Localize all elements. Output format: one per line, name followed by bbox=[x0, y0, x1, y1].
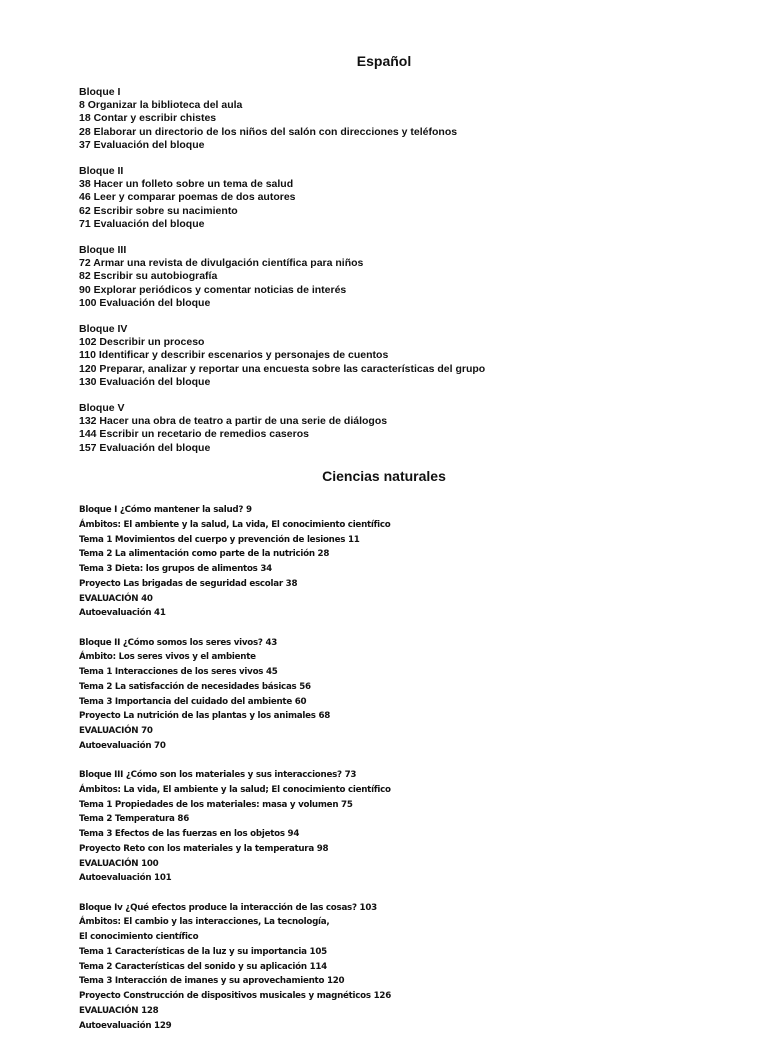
ciencias-entry: Tema 1 Movimientos del cuerpo y prevención de lesiones 11 bbox=[79, 534, 360, 545]
espanol-entry: 72 Armar una revista de divulgación científica para niños bbox=[79, 257, 364, 270]
ciencias-block-heading: Bloque I ¿Cómo mantener la salud? 9 bbox=[79, 505, 252, 515]
espanol-block-5 bbox=[79, 402, 485, 455]
ciencias-block-heading: Bloque III ¿Cómo son los materiales y sus interacciones? 73 bbox=[79, 770, 357, 780]
ciencias-entry: Ámbito: Los seres vivos y el ambiente bbox=[79, 652, 256, 663]
espanol-block-heading: Bloque II bbox=[79, 165, 124, 178]
ciencias-entry: Autoevaluación 70 bbox=[79, 740, 166, 751]
espanol-block-1 bbox=[79, 86, 485, 152]
espanol-contents bbox=[79, 86, 485, 468]
section-title-espanol: Español bbox=[356, 53, 412, 69]
ciencias-contents bbox=[79, 503, 391, 1048]
espanol-entry: 132 Hacer una obra de teatro a partir de una serie de diálogos bbox=[79, 415, 388, 428]
ciencias-entry: Autoevaluación 41 bbox=[79, 608, 166, 619]
ciencias-entry: Ámbitos: El ambiente y la salud, La vida, El conocimiento científico bbox=[79, 519, 391, 530]
ciencias-entry: Tema 1 Interacciones de los seres vivos 45 bbox=[79, 667, 278, 677]
espanol-entry: 71 Evaluación del bloque bbox=[79, 217, 205, 230]
espanol-entry: 130 Evaluación del bloque bbox=[79, 375, 211, 388]
ciencias-entry: Tema 3 Interacción de imanes y su aprovechamiento 120 bbox=[79, 976, 345, 987]
ciencias-entry: Tema 1 Características de la luz y su importancia 105 bbox=[79, 946, 327, 957]
ciencias-block-3 bbox=[79, 768, 391, 886]
espanol-entry: 38 Hacer un folleto sobre un tema de salud bbox=[79, 178, 294, 191]
ciencias-block-2 bbox=[79, 636, 391, 754]
ciencias-entry: Tema 1 Propiedades de los materiales: masa y volumen 75 bbox=[79, 799, 353, 810]
espanol-entry: 37 Evaluación del bloque bbox=[79, 138, 205, 151]
ciencias-block-1 bbox=[79, 503, 391, 621]
espanol-entry: 90 Explorar periódicos y comentar noticias de interés bbox=[79, 283, 347, 296]
espanol-block-3 bbox=[79, 244, 485, 310]
espanol-block-heading: Bloque I bbox=[79, 86, 121, 98]
ciencias-entry: Proyecto Las brigadas de seguridad escolar 38 bbox=[79, 578, 298, 589]
espanol-entry: 110 Identificar y describir escenarios y personajes de cuentos bbox=[79, 349, 389, 362]
ciencias-entry: El conocimiento científico bbox=[79, 932, 199, 942]
ciencias-entry: Proyecto Reto con los materiales y la temperatura 98 bbox=[79, 843, 329, 854]
espanol-entry: 120 Preparar, analizar y reportar una encuesta sobre las características del grupo bbox=[79, 362, 486, 375]
ciencias-block-4 bbox=[79, 901, 391, 1034]
section-title-ciencias: Ciencias naturales bbox=[322, 468, 446, 484]
ciencias-entry: Autoevaluación 129 bbox=[79, 1020, 172, 1031]
espanol-entry: 102 Describir un proceso bbox=[79, 336, 205, 349]
ciencias-entry: Ámbitos: La vida, El ambiente y la salud; El conocimiento científico bbox=[79, 784, 391, 795]
ciencias-entry: Tema 3 Efectos de las fuerzas en los objetos 94 bbox=[79, 829, 300, 839]
espanol-block-heading: Bloque IV bbox=[79, 323, 128, 336]
espanol-entry: 82 Escribir su autobiografía bbox=[79, 270, 218, 283]
espanol-entry: 18 Contar y escribir chistes bbox=[79, 112, 217, 125]
espanol-entry: 62 Escribir sobre su nacimiento bbox=[79, 204, 238, 217]
ciencias-entry: Tema 2 La satisfacción de necesidades básicas 56 bbox=[79, 681, 311, 692]
espanol-entry: 157 Evaluación del bloque bbox=[79, 441, 211, 454]
espanol-entry: 100 Evaluación del bloque bbox=[79, 296, 211, 309]
espanol-block-heading: Bloque III bbox=[79, 244, 127, 257]
espanol-entry: 8 Organizar la biblioteca del aula bbox=[79, 99, 243, 112]
espanol-block-4 bbox=[79, 323, 485, 389]
ciencias-entry: Tema 2 La alimentación como parte de la nutrición 28 bbox=[79, 549, 330, 560]
ciencias-entry: Tema 2 Características del sonido y su aplicación 114 bbox=[79, 961, 327, 972]
ciencias-block-heading: Bloque Iv ¿Qué efectos produce la interacción de las cosas? 103 bbox=[79, 902, 377, 913]
ciencias-entry: EVALUACIÓN 40 bbox=[79, 593, 153, 604]
espanol-entry: 28 Elaborar un directorio de los niños del salón con direcciones y teléfonos bbox=[79, 125, 458, 138]
ciencias-entry: EVALUACIÓN 70 bbox=[79, 726, 153, 736]
espanol-block-heading: Bloque V bbox=[79, 402, 125, 415]
ciencias-entry: Tema 3 Importancia del cuidado del ambiente 60 bbox=[79, 696, 307, 707]
ciencias-entry: Tema 3 Dieta: los grupos de alimentos 34 bbox=[79, 564, 272, 574]
ciencias-entry: EVALUACIÓN 128 bbox=[79, 1005, 159, 1016]
ciencias-entry: Autoevaluación 101 bbox=[79, 873, 172, 884]
ciencias-block-heading: Bloque II ¿Cómo somos los seres vivos? 43 bbox=[79, 637, 278, 648]
ciencias-entry: Tema 2 Temperatura 86 bbox=[79, 814, 189, 825]
ciencias-entry: Proyecto Construcción de dispositivos musicales y magnéticos 126 bbox=[79, 991, 391, 1001]
espanol-entry: 46 Leer y comparar poemas de dos autores bbox=[79, 191, 296, 204]
ciencias-entry: EVALUACIÓN 100 bbox=[79, 858, 159, 869]
espanol-block-2 bbox=[79, 165, 485, 231]
ciencias-entry: Proyecto La nutrición de las plantas y los animales 68 bbox=[79, 711, 331, 722]
espanol-entry: 144 Escribir un recetario de remedios caseros bbox=[79, 428, 309, 441]
ciencias-entry: Ámbitos: El cambio y las interacciones, La tecnología, bbox=[79, 917, 330, 928]
